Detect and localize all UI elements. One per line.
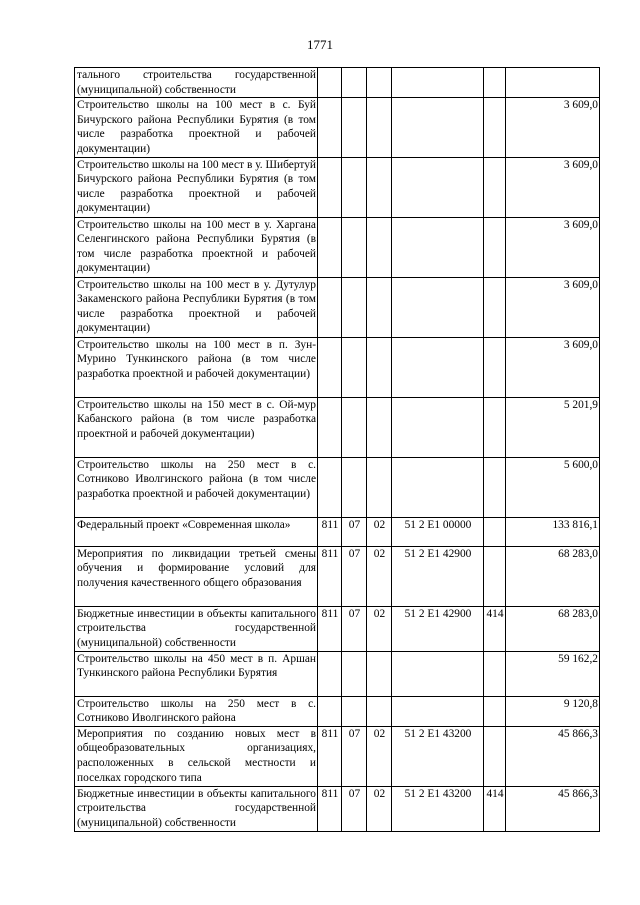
row-subsection-code: 02 <box>367 546 392 606</box>
row-expense-type-code: 414 <box>484 606 506 651</box>
table-row <box>75 726 600 786</box>
row-amount: 3 609,0 <box>506 277 600 337</box>
row-section-code <box>342 277 367 337</box>
row-name: Строительство школы на 100 мест в у. Харгана Селенгинского района Республики Бурятия (в том числе разработка проектной и рабочей документации) <box>75 217 318 277</box>
row-name: Мероприятия по ликвидации третьей смены обучения и формирование условий для получения качественного общего образования <box>75 546 318 606</box>
row-ministry-code <box>318 217 342 277</box>
table-row <box>75 157 600 217</box>
row-subsection-code: 02 <box>367 786 392 831</box>
row-expense-type-code: 414 <box>484 786 506 831</box>
row-expense-type-code <box>484 337 506 397</box>
table-row <box>75 68 600 98</box>
row-section-code <box>342 457 367 517</box>
row-name: Строительство школы на 150 мест в с. Ой-мур Кабанского района (в том числе разработка проектной и рабочей документации) <box>75 397 318 457</box>
row-amount: 133 816,1 <box>506 517 600 546</box>
table-row <box>75 786 600 831</box>
row-name: Строительство школы на 250 мест в с. Сотниково Иволгинского района (в том числе разработка проектной и рабочей документации) <box>75 457 318 517</box>
row-subsection-code <box>367 157 392 217</box>
row-name: Бюджетные инвестиции в объекты капитального строительства государственной (муниципальной) собственности <box>75 786 318 831</box>
table-row <box>75 98 600 157</box>
row-target-code: 51 2 E1 43200 <box>392 786 484 831</box>
budget-table <box>74 67 600 832</box>
row-amount: 68 283,0 <box>506 546 600 606</box>
row-target-code: 51 2 E1 42900 <box>392 546 484 606</box>
table-row <box>75 651 600 696</box>
table-row <box>75 217 600 277</box>
row-expense-type-code <box>484 726 506 786</box>
row-expense-type-code <box>484 157 506 217</box>
row-subsection-code: 02 <box>367 726 392 786</box>
row-ministry-code <box>318 696 342 726</box>
row-target-code <box>392 651 484 696</box>
table-row <box>75 546 600 606</box>
row-name: Федеральный проект «Современная школа» <box>75 517 318 546</box>
row-name: Мероприятия по созданию новых мест в общеобразовательных организациях, расположенных в сельской местности и поселках городского типа <box>75 726 318 786</box>
row-subsection-code <box>367 277 392 337</box>
row-ministry-code: 811 <box>318 606 342 651</box>
row-ministry-code <box>318 68 342 98</box>
row-ministry-code <box>318 457 342 517</box>
row-ministry-code: 811 <box>318 786 342 831</box>
row-section-code <box>342 68 367 98</box>
row-section-code: 07 <box>342 517 367 546</box>
row-subsection-code <box>367 337 392 397</box>
row-section-code <box>342 696 367 726</box>
row-target-code <box>392 696 484 726</box>
row-amount: 9 120,8 <box>506 696 600 726</box>
row-section-code: 07 <box>342 726 367 786</box>
row-amount: 68 283,0 <box>506 606 600 651</box>
row-target-code <box>392 277 484 337</box>
table-row <box>75 517 600 546</box>
row-subsection-code: 02 <box>367 517 392 546</box>
row-section-code <box>342 397 367 457</box>
table-row <box>75 696 600 726</box>
row-expense-type-code <box>484 546 506 606</box>
row-amount: 45 866,3 <box>506 726 600 786</box>
row-amount: 3 609,0 <box>506 337 600 397</box>
page-number: 1771 <box>307 37 333 52</box>
row-name: Строительство школы на 100 мест в с. Буй Бичурского района Республики Бурятия (в том числе разработка проектной и рабочей документации) <box>75 98 318 157</box>
row-amount <box>506 68 600 98</box>
row-amount: 3 609,0 <box>506 217 600 277</box>
row-name: тального строительства государственной (муниципальной) собственности <box>75 68 318 98</box>
row-subsection-code <box>367 457 392 517</box>
row-ministry-code <box>318 157 342 217</box>
row-target-code <box>392 397 484 457</box>
row-subsection-code: 02 <box>367 606 392 651</box>
row-expense-type-code <box>484 517 506 546</box>
row-name: Строительство школы на 100 мест в у. Дутулур Закаменского района Республики Бурятия (в том числе разработка проектной и рабочей документации) <box>75 277 318 337</box>
row-amount: 3 609,0 <box>506 157 600 217</box>
row-subsection-code <box>367 98 392 157</box>
row-ministry-code <box>318 98 342 157</box>
table-row <box>75 457 600 517</box>
row-ministry-code <box>318 277 342 337</box>
row-section-code <box>342 98 367 157</box>
table-row <box>75 606 600 651</box>
row-section-code <box>342 217 367 277</box>
row-subsection-code <box>367 651 392 696</box>
row-name: Строительство школы на 450 мест в п. Аршан Тункинского района Республики Бурятия <box>75 651 318 696</box>
row-target-code <box>392 157 484 217</box>
row-target-code: 51 2 E1 42900 <box>392 606 484 651</box>
row-subsection-code <box>367 696 392 726</box>
row-section-code <box>342 157 367 217</box>
row-subsection-code <box>367 217 392 277</box>
row-target-code <box>392 68 484 98</box>
row-expense-type-code <box>484 651 506 696</box>
row-amount: 5 201,9 <box>506 397 600 457</box>
row-section-code: 07 <box>342 606 367 651</box>
row-name: Бюджетные инвестиции в объекты капитального строительства государственной (муниципальной) собственности <box>75 606 318 651</box>
row-target-code: 51 2 E1 43200 <box>392 726 484 786</box>
row-name: Строительство школы на 250 мест в с. Сотниково Иволгинского района <box>75 696 318 726</box>
row-target-code <box>392 98 484 157</box>
row-target-code <box>392 337 484 397</box>
row-target-code <box>392 457 484 517</box>
row-subsection-code <box>367 397 392 457</box>
row-name: Строительство школы на 100 мест в у. Шибертуй Бичурского района Республики Бурятия (в том числе разработка проектной и рабочей документации) <box>75 157 318 217</box>
row-expense-type-code <box>484 68 506 98</box>
row-expense-type-code <box>484 696 506 726</box>
row-section-code: 07 <box>342 546 367 606</box>
row-ministry-code <box>318 651 342 696</box>
table-row <box>75 337 600 397</box>
row-expense-type-code <box>484 457 506 517</box>
row-section-code: 07 <box>342 786 367 831</box>
row-section-code <box>342 651 367 696</box>
row-ministry-code <box>318 337 342 397</box>
row-name: Строительство школы на 100 мест в п. Зун-Мурино Тункинского района (в том числе разработка проектной и рабочей документации) <box>75 337 318 397</box>
row-section-code <box>342 337 367 397</box>
row-amount: 45 866,3 <box>506 786 600 831</box>
row-ministry-code: 811 <box>318 517 342 546</box>
row-target-code: 51 2 E1 00000 <box>392 517 484 546</box>
row-expense-type-code <box>484 217 506 277</box>
table-row <box>75 397 600 457</box>
row-ministry-code: 811 <box>318 546 342 606</box>
row-expense-type-code <box>484 98 506 157</box>
row-expense-type-code <box>484 277 506 337</box>
row-ministry-code: 811 <box>318 726 342 786</box>
row-expense-type-code <box>484 397 506 457</box>
row-subsection-code <box>367 68 392 98</box>
row-amount: 3 609,0 <box>506 98 600 157</box>
table-row <box>75 277 600 337</box>
row-ministry-code <box>318 397 342 457</box>
row-amount: 59 162,2 <box>506 651 600 696</box>
row-amount: 5 600,0 <box>506 457 600 517</box>
row-target-code <box>392 217 484 277</box>
